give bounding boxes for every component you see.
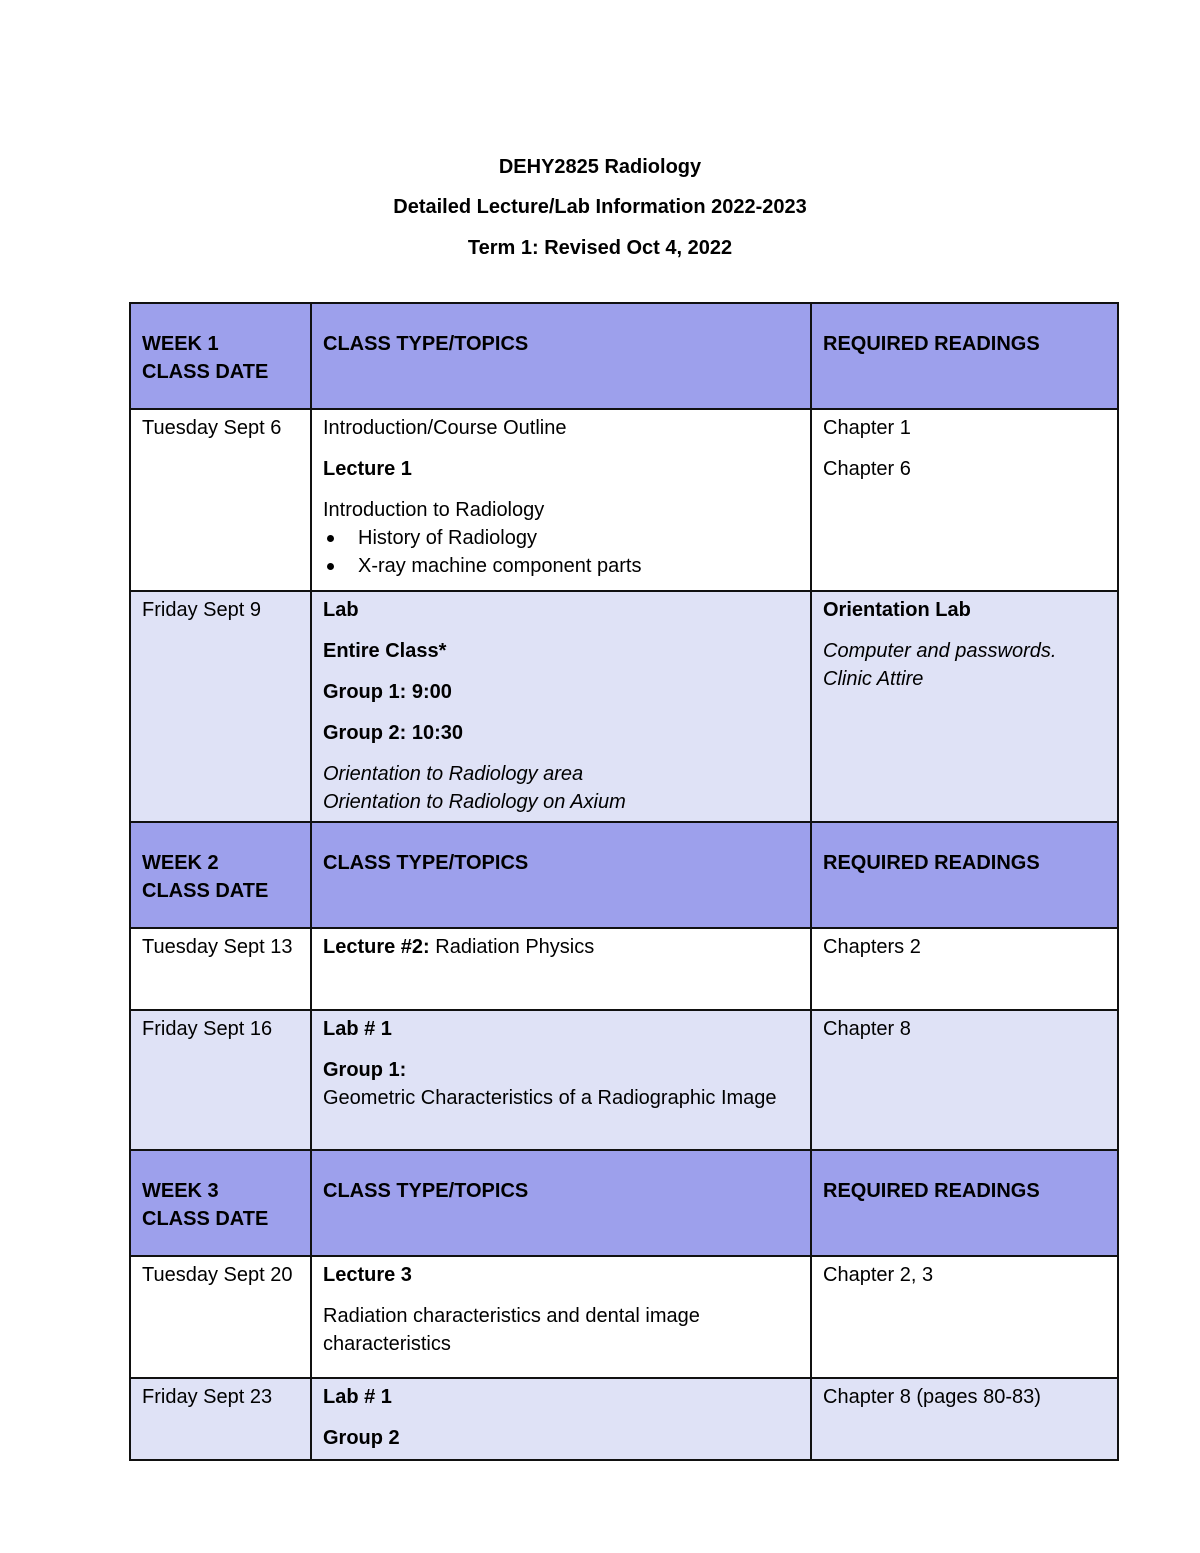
- list-item: [358, 552, 800, 580]
- table-row: [130, 591, 1118, 822]
- topics-cell: [311, 409, 811, 591]
- topics-cell: [311, 928, 811, 1010]
- topics-cell: [311, 1378, 811, 1460]
- topic-detail-line: Orientation to Radiology on Axium: [323, 791, 626, 813]
- bullet-text: History of Radiology: [358, 527, 537, 549]
- readings-cell: [811, 591, 1118, 822]
- topics-cell: [311, 591, 811, 822]
- lab-label: Lab # 1: [323, 1386, 392, 1408]
- week-date-header-cell: [130, 303, 311, 409]
- schedule-table: [129, 302, 1119, 1461]
- class-date-header: CLASS DATE: [142, 1208, 269, 1230]
- group-label: Group 1:: [323, 1059, 407, 1081]
- reading-title: Orientation Lab: [823, 599, 971, 621]
- readings-cell: [811, 409, 1118, 591]
- readings-cell: Chapter 2, 3: [811, 1256, 1118, 1378]
- bullet-icon: [327, 563, 334, 570]
- table-row: [130, 928, 1118, 1010]
- week-label: WEEK 2: [142, 852, 219, 874]
- table-row: [130, 1378, 1118, 1460]
- readings-cell: Chapter 8 (pages 80-83): [811, 1378, 1118, 1460]
- list-item: [358, 524, 800, 552]
- table-row: [130, 1010, 1118, 1150]
- lecture-topic: Radiation Physics: [429, 936, 595, 958]
- topic-title: Geometric Characteristics of a Radiographic Image: [323, 1087, 777, 1109]
- document-subtitle: Detailed Lecture/Lab Information 2022-2023: [393, 196, 807, 218]
- readings-header: REQUIRED READINGS: [811, 303, 1118, 409]
- topic-line: Introduction/Course Outline: [323, 417, 567, 439]
- lecture-label: Lecture 1: [323, 458, 412, 480]
- week-date-header-cell: [130, 822, 311, 928]
- week-header-row: [130, 822, 1118, 928]
- table-row: [130, 1256, 1118, 1378]
- term-revision-line: Term 1: Revised Oct 4, 2022: [467, 237, 733, 259]
- week-header-row: [130, 1150, 1118, 1256]
- group-time-label: Group 1: 9:00: [323, 681, 452, 703]
- class-date-cell: Friday Sept 9: [130, 591, 311, 822]
- readings-cell: Chapters 2: [811, 928, 1118, 1010]
- topics-header: CLASS TYPE/TOPICS: [311, 822, 811, 928]
- class-date-header: CLASS DATE: [142, 880, 269, 902]
- group-time-label: Group 2: 10:30: [323, 722, 464, 744]
- topic-bullet-list: [323, 524, 800, 580]
- lab-label: Lab # 1: [323, 1018, 392, 1040]
- reading-line: Chapter 6: [823, 458, 911, 480]
- week-header-row: [130, 303, 1118, 409]
- topic-detail-line: Orientation to Radiology area: [323, 763, 584, 785]
- class-date-cell: Tuesday Sept 6: [130, 409, 311, 591]
- document-title: DEHY2825 Radiology: [498, 156, 702, 178]
- readings-cell: Chapter 8: [811, 1010, 1118, 1150]
- reading-line: Chapter 1: [823, 417, 911, 439]
- readings-header: REQUIRED READINGS: [811, 822, 1118, 928]
- lecture-label: Lecture 3: [323, 1264, 412, 1286]
- class-group-label: Entire Class*: [323, 640, 447, 662]
- class-date-cell: Tuesday Sept 13: [130, 928, 311, 1010]
- reading-detail-line: Computer and passwords.: [823, 640, 1057, 662]
- class-date-cell: Friday Sept 16: [130, 1010, 311, 1150]
- topics-header: CLASS TYPE/TOPICS: [311, 1150, 811, 1256]
- topics-cell: [311, 1010, 811, 1150]
- bullet-icon: [327, 535, 334, 542]
- table-row: [130, 409, 1118, 591]
- bullet-text: X-ray machine component parts: [358, 555, 642, 577]
- week-label: WEEK 1: [142, 333, 219, 355]
- week-label: WEEK 3: [142, 1180, 219, 1202]
- class-date-header: CLASS DATE: [142, 361, 269, 383]
- lecture-label: Lecture #2:: [323, 936, 430, 958]
- topic-title: Introduction to Radiology: [323, 499, 545, 521]
- class-type-label: Lab: [323, 599, 359, 621]
- topics-header: CLASS TYPE/TOPICS: [311, 303, 811, 409]
- topic-title: Radiation characteristics and dental image characteristics: [323, 1305, 700, 1355]
- class-date-cell: Tuesday Sept 20: [130, 1256, 311, 1378]
- readings-header: REQUIRED READINGS: [811, 1150, 1118, 1256]
- topics-cell: [311, 1256, 811, 1378]
- class-date-cell: Friday Sept 23: [130, 1378, 311, 1460]
- week-date-header-cell: [130, 1150, 311, 1256]
- reading-detail-line: Clinic Attire: [823, 668, 924, 690]
- group-label: Group 2: [323, 1427, 400, 1449]
